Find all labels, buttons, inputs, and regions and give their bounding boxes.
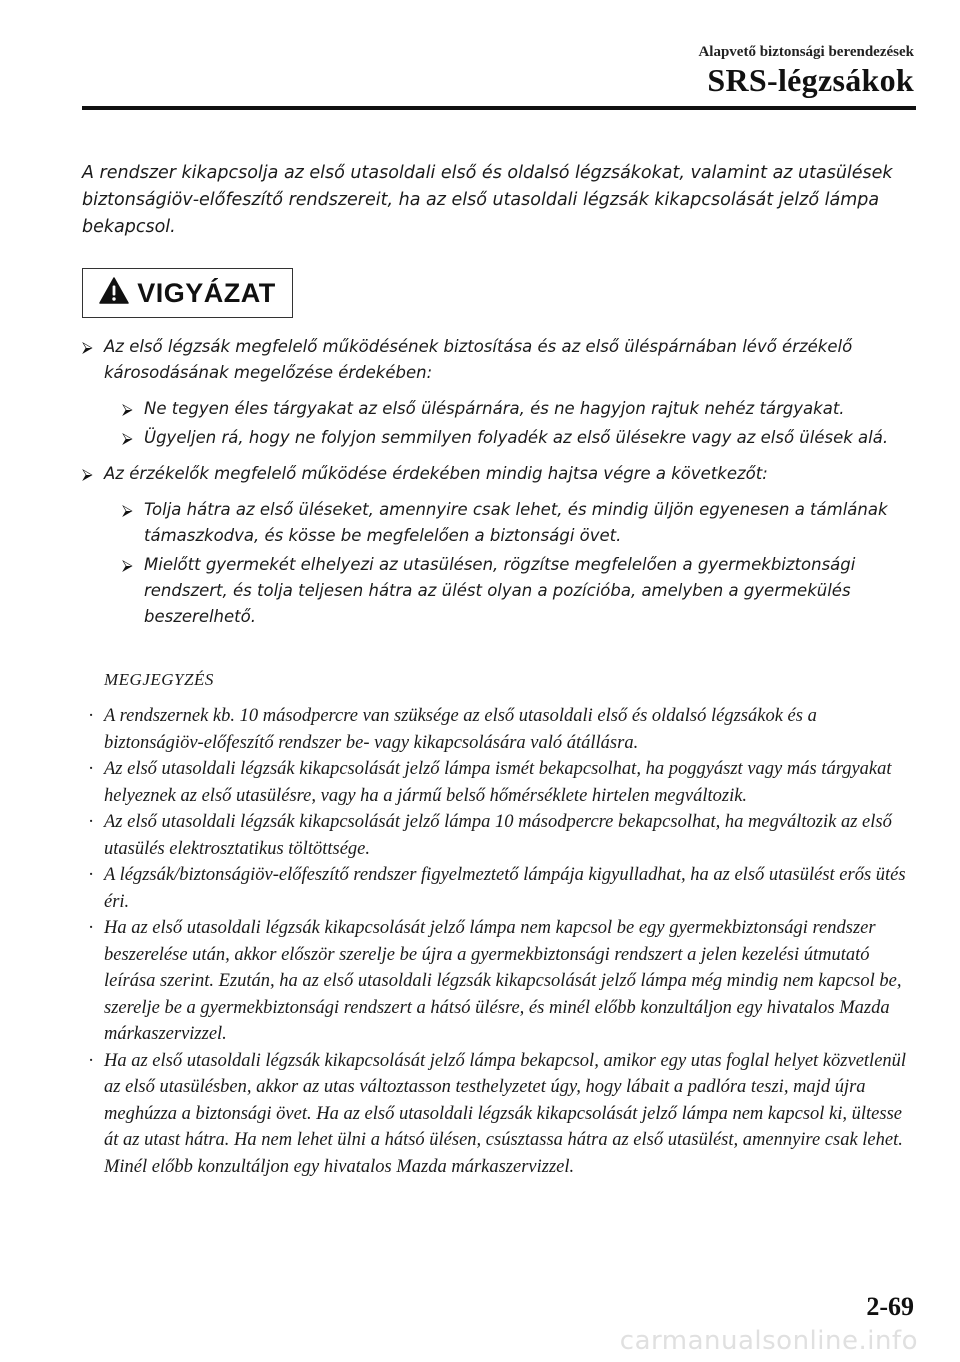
warning-subitem-text: Ügyeljen rá, hogy ne folyjon semmilyen folyadék az első ülésekre vagy az első ülések alá.: [144, 428, 889, 447]
arrow-bullet-icon: ⮚: [122, 400, 133, 418]
arrow-bullet-icon: ⮚: [122, 501, 133, 519]
bullet-dot-icon: ·: [88, 865, 95, 885]
warning-subitem-text: Mielőtt gyermekét elhelyezi az utasülésen, rögzítse megfelelően a gyermekbiztonsági rendszert, és tolja teljesen hátra az ülést olyan a pozícióba, amelyben a gyermekülés beszerelhető.: [144, 555, 856, 626]
warning-sublist: [104, 497, 917, 630]
bullet-dot-icon: ·: [88, 1050, 95, 1071]
note-item-text: Ha az első utasoldali légzsák kikapcsolását jelző lámpa bekapcsol, amikor egy utas foglal helyet közvetlenül az első utasülésben, akkor az utas változtasson testhelyzetet úgy, hogy lábait a padlóra teszi, majd újra meghúzza a biztonsági övet. Ha az első utasoldali légzsák kikapcsolását jelző lámpa nem kapcsol ki, ültesse át az utast hátra. Ha nem lehet ülni a hátsó ülésen, csúsztassa hátra az első utasülést, amennyire csak lehet. Minél előbb konzultáljon egy hivatalos Mazda márkaszervizzel.: [104, 1050, 907, 1177]
arrow-bullet-icon: ⮚: [82, 465, 93, 483]
bullet-dot-icon: ·: [88, 918, 95, 938]
note-item-text: A légzsák/biztonságiöv-előfeszítő rendszer figyelmeztető lámpája kigyulladhat, ha az első utasülést erős ütés éri.: [104, 865, 906, 912]
note-item: [88, 809, 914, 862]
warning-item: [82, 334, 917, 451]
warning-subitem-text: Ne tegyen éles tárgyakat az első üléspárnára, és ne hagyjon rajtuk nehéz tárgyakat.: [144, 399, 845, 418]
section-header: Alapvető biztonsági berendezések: [698, 44, 914, 60]
note-item: [88, 915, 914, 1048]
note-item-text: Az első utasoldali légzsák kikapcsolását jelző lámpa 10 másodpercre bekapcsolhat, ha megváltozik az első utasülés elektrosztatikus töltöttsége.: [104, 812, 892, 859]
arrow-bullet-icon: ⮚: [82, 338, 93, 356]
intro-paragraph: A rendszer kikapcsolja az első utasoldali első és oldalsó légzsákokat, valamint az utasülések biztonságiöv-előfeszítő rendszereit, ha az első utasoldali légzsák kikapcsolását jelző lámpa bekapcsol.: [82, 163, 893, 237]
note-title: MEGJEGYZÉS: [104, 670, 214, 689]
note-item: [88, 756, 914, 809]
warning-subitem: [122, 396, 917, 422]
note-item-text: Ha az első utasoldali légzsák kikapcsolását jelző lámpa nem kapcsol be egy gyermekbiztonsági rendszer beszerelése után, akkor először szerelje be újra a gyermekbiztonsági rendszert a jelen kezelési útmutató leírása szerint. Ezután, ha az első utasoldali légzsák kikapcsolását jelző lámpa még mindig nem kapcsol be, szerelje be a gyermekbiztonsági rendszert a hátsó ülésre, és minél előbb konzultáljon egy hivatalos Mazda márkaszervizzel.: [104, 918, 902, 1044]
warning-item-text: Az első légzsák megfelelő működésének biztosítása és az első üléspárnában lévő érzékelő károsodásának megelőzése érdekében:: [104, 337, 853, 382]
note-item-text: Az első utasoldali légzsák kikapcsolását jelző lámpa ismét bekapcsolhat, ha poggyászt vagy más tárgyakat helyeznek az első utasülésre, vagy ha a jármű belső hőmérséklete hirtelen megváltozik.: [104, 759, 892, 806]
arrow-bullet-icon: ⮚: [122, 429, 133, 447]
warning-triangle-icon: [99, 277, 129, 309]
note-item: [88, 703, 914, 756]
warning-sublist: [104, 396, 917, 451]
page-number: 2-69: [866, 1292, 914, 1321]
bullet-dot-icon: ·: [88, 759, 95, 779]
header-rule: [82, 106, 916, 110]
warning-subitem: [122, 552, 917, 630]
warning-label: VIGYÁZAT: [137, 277, 276, 308]
bullet-dot-icon: ·: [88, 706, 95, 726]
watermark: carmanualsonline.info: [619, 1326, 918, 1356]
warning-item: [82, 461, 917, 630]
warning-item-text: Az érzékelők megfelelő működése érdekében mindig hajtsa végre a következőt:: [104, 464, 768, 483]
note-item: [88, 862, 914, 915]
note-list: [88, 703, 914, 1180]
bullet-dot-icon: ·: [88, 812, 95, 832]
page-title: SRS-légzsákok: [707, 62, 914, 98]
warning-subitem: [122, 497, 917, 549]
warning-subitem-text: Tolja hátra az első üléseket, amennyire csak lehet, és mindig üljön egyenesen a támlának támaszkodva, és kösse be megfelelően a biztonsági övet.: [144, 500, 888, 545]
note-item-text: A rendszernek kb. 10 másodpercre van szüksége az első utasoldali első és oldalsó légzsákok és a biztonságiöv-előfeszítő rendszer be- vagy kikapcsolására való átállásra.: [104, 706, 817, 753]
arrow-bullet-icon: ⮚: [122, 556, 133, 574]
warning-box: [82, 268, 293, 318]
warning-subitem: [122, 425, 917, 451]
warning-list: [82, 334, 917, 640]
note-item: [88, 1048, 914, 1181]
